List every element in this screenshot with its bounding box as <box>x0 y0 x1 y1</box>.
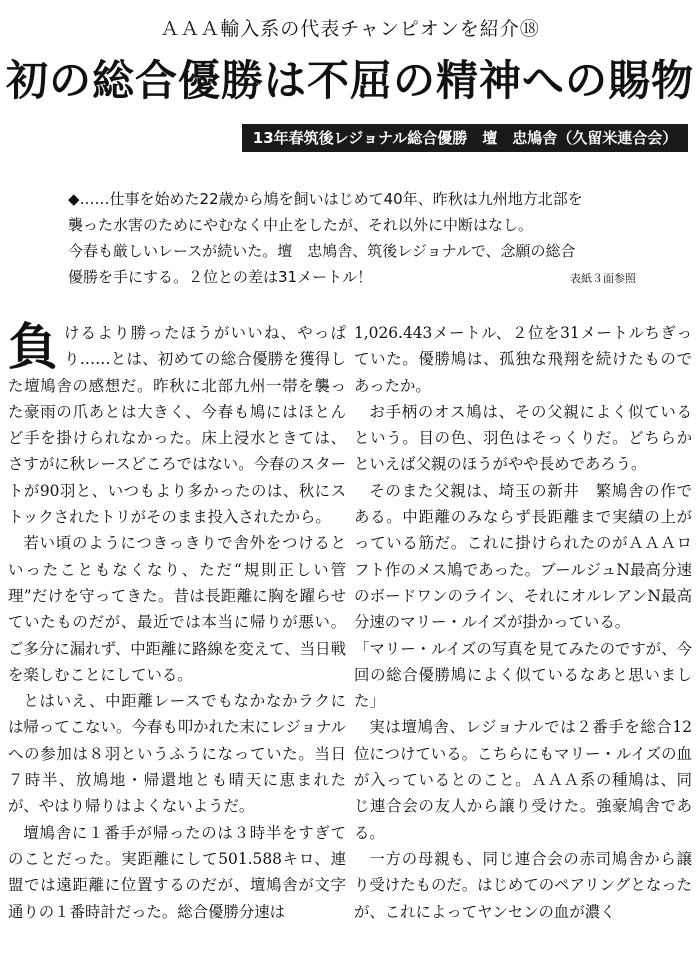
body-column-left <box>8 317 346 925</box>
quote-paragraph: 「マリー・ルイズの写真を見てみたのですが、今回の総合優勝鳩によく似ているなあと思いました」 <box>354 639 692 711</box>
body-paragraph-text: けるより勝ったほうがいいね、やっぱり……とは、初めての総合優勝を獲得した壇鳩舎の感想だ。昨秋に北部九州一帯を襲った豪雨の爪あとは大きく、今春も鳩にはほとんど手を掛けられなかった。床上浸水ときては、さすがに秋レースどころではない。今春のスタートが90羽と、いつもより多かったのは、秋にストックされたトリがそのまま投入されたから。 <box>8 324 346 527</box>
byline-banner: 13年春筑後レジョナル総合優勝 壇 忠鳩舎（久留米連合会） <box>242 124 688 152</box>
body-paragraph: とはいえ、中距離レースでもなかなかラクには帰ってこない。今春も叩かれた末にレジョナルへの参加は８羽というふうになっていた。当日７時半、放鳩地・帰還地とも晴天に恵まれたが、やはり帰りはよくないようだ。 <box>8 692 346 816</box>
body-paragraph: 1,026.443メートル、２位を31メートルちぎっていた。優勝鳩は、孤独な飛翔を続けたものであったか。 <box>354 324 692 395</box>
body-paragraph <box>8 317 346 530</box>
lead-line: ◆……仕事を始めた22歳から鳩を飼いはじめて40年、昨秋は九州地方北部を <box>68 190 583 208</box>
body-paragraph: 若い頃のようにつきっきりで舎外をつけるといったこともなくなり、ただ“規則正しい管理”だけを守ってきた。昔は長距離に胸を躍らせていたものだが、最近では本当に帰りが悪い。ご多分に漏れず、中距離に路線を変えて、当日戦を楽しむことにしている。 <box>8 534 346 684</box>
body-paragraph: 実は壇鳩舎、レジョナルでは２番手を総合12位につけている。こちらにもマリー・ルイズの血が入っているとのこと。ＡＡＡ系の種鳩は、同じ連合会の友人から譲り受けた。強豪鳩舎である。 <box>354 718 692 842</box>
body-paragraph: そのまた父親は、埼玉の新井 繁鳩舎の作である。中距離のみならず長距離まで実績の上がっている筋だ。これに掛けられたのがＡＡＡロフト作のメス鳩であった。ブールジュN最高分速のボードワンのライン、それにオルレアンN最高分速のマリー・ルイズが掛かっている。 <box>354 481 692 632</box>
lead-line: 今春も厳しいレースが続いた。壇 忠鳩舎、筑後レジョナルで、念願の総合 <box>68 242 576 260</box>
body-paragraph: お手柄のオス鳩は、その父親によく似ているという。目の色、羽色はそっくりだ。どちらかといえば父親のほうがやや長めであろう。 <box>354 402 692 474</box>
lead-line: 優勝を手にする。２位との差は31メートル！ <box>68 268 373 286</box>
body-paragraph: 壇鳩舎に１番手が帰ったのは３時半をすぎてのことだった。実距離にして501.588キロ、連盟では遠距離に位置するのだが、壇鳩舎が文字通りの１番時計だった。総合優勝分速は <box>8 823 346 921</box>
lead-paragraph <box>68 186 638 290</box>
series-title: ＡＡＡ輸入系の代表チャンピオンを紹介⑱ <box>160 18 540 40</box>
drop-cap: 負 <box>8 317 58 376</box>
article-headline: 初の総合優勝は不屈の精神への賜物 <box>5 56 694 105</box>
body-paragraph: 一方の母親も、同じ連合会の赤司鳩舎から譲り受けたものだ。はじめてのペアリングとなったが、これによってヤンセンの血が濃く <box>354 849 692 921</box>
body-column-right <box>354 320 692 925</box>
cover-reference: 表紙３面参照 <box>570 272 636 285</box>
lead-line: 襲った水害のためにやむなく中止をしたが、それ以外に中断はなし。 <box>68 216 534 234</box>
